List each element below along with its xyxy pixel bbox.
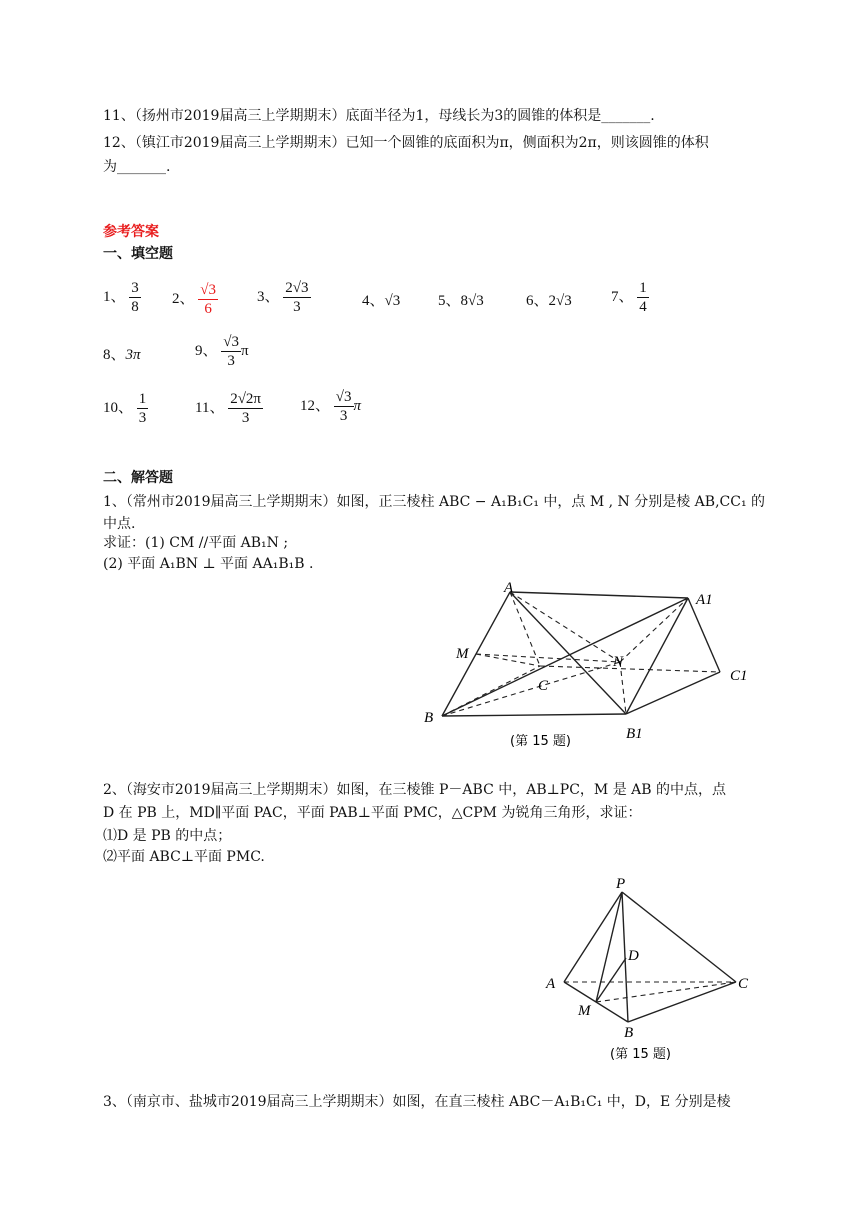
- q2-line3: ⑴D 是 PB 的中点；: [103, 828, 232, 844]
- fig2-label-c: C: [738, 976, 749, 992]
- fig1-label-a1: A1: [696, 592, 713, 608]
- answer-9: 9、 $\frac{√3}{3}$ π: [195, 334, 249, 369]
- answer-8: 8、3π: [103, 347, 141, 363]
- section-solve: 二、解答题: [103, 470, 173, 486]
- answer-5: 5、8√3: [438, 293, 484, 309]
- fig1-caption: (第 15 题): [510, 734, 571, 749]
- answer-6: 6、2√3: [526, 293, 572, 309]
- q1-line4: (2) 平面 A₁BN ⊥ 平面 AA₁B₁B .: [103, 556, 314, 572]
- answer-11: 11、 $\frac{2√2\pi}{3}$: [195, 391, 262, 426]
- fig2-caption: (第 15 题): [610, 1047, 671, 1062]
- fig1-label-b1: B1: [626, 726, 643, 742]
- q1-line2: 中点.: [103, 516, 136, 532]
- problem-12-line2: 为_______.: [103, 159, 171, 175]
- fig1-label-a: A: [504, 580, 514, 596]
- q1-line3: 求证：(1) CM //平面 AB₁N ;: [103, 535, 289, 551]
- fig1-label-n: N: [613, 654, 624, 670]
- answers-heading: 参考答案: [103, 224, 159, 240]
- answer-7: 7、 $\frac{1}{4}$: [611, 280, 647, 315]
- fig1-label-m: M: [456, 646, 469, 662]
- fig1-label-b: B: [424, 710, 434, 726]
- problem-11: 11、（扬州市2019届高三上学期期末）底面半径为1，母线长为3的圆锥的体积是_______.: [103, 108, 655, 124]
- answer-4: 4、√3: [362, 293, 401, 309]
- fig2-label-a: A: [546, 976, 556, 992]
- answer-1: 1、 $\frac{3}{8}$: [103, 280, 139, 315]
- q1-line1: 1、（常州市2019届高三上学期期末）如图，正三棱柱 ABC − A₁B₁C₁ 中，点 M , N 分别是棱 AB,CC₁ 的: [103, 494, 766, 510]
- pyramid-figure: [540, 870, 760, 1070]
- q2-line4: ⑵平面 ABC⊥平面 PMC.: [103, 849, 265, 865]
- fig2-label-d: D: [628, 948, 639, 964]
- fig2-label-b: B: [624, 1025, 634, 1041]
- fig2-label-p: P: [616, 876, 626, 892]
- q3-line1: 3、（南京市、盐城市2019届高三上学期期末）如图，在直三棱柱 ABC－A₁B₁C₁ 中，D，E 分别是棱: [103, 1094, 731, 1110]
- prism-figure: [420, 580, 760, 750]
- fig2-label-m: M: [578, 1003, 591, 1019]
- q2-line2: D 在 PB 上，MD∥平面 PAC，平面 PAB⊥平面 PMC，△CPM 为锐角三角形，求证：: [103, 805, 642, 821]
- answer-3: 3、 $\frac{2√3}{3}$: [257, 280, 309, 315]
- answer-10: 10、 $\frac{1}{3}$: [103, 391, 147, 426]
- fig1-label-c: C: [538, 678, 549, 694]
- answer-12: 12、 $\frac{√3}{3}$ π: [300, 389, 362, 424]
- answer-2: 2、 $\frac{√3}{6}$: [172, 282, 216, 317]
- fig1-label-c1: C1: [730, 668, 748, 684]
- section-fill-blank: 一、填空题: [103, 246, 173, 262]
- problem-12-line1: 12、（镇江市2019届高三上学期期末）已知一个圆锥的底面积为π，侧面积为2π，则该圆锥的体积: [103, 135, 709, 151]
- q2-line1: 2、（海安市2019届高三上学期期末）如图，在三棱锥 P－ABC 中，AB⊥PC，M 是 AB 的中点，点: [103, 782, 727, 798]
